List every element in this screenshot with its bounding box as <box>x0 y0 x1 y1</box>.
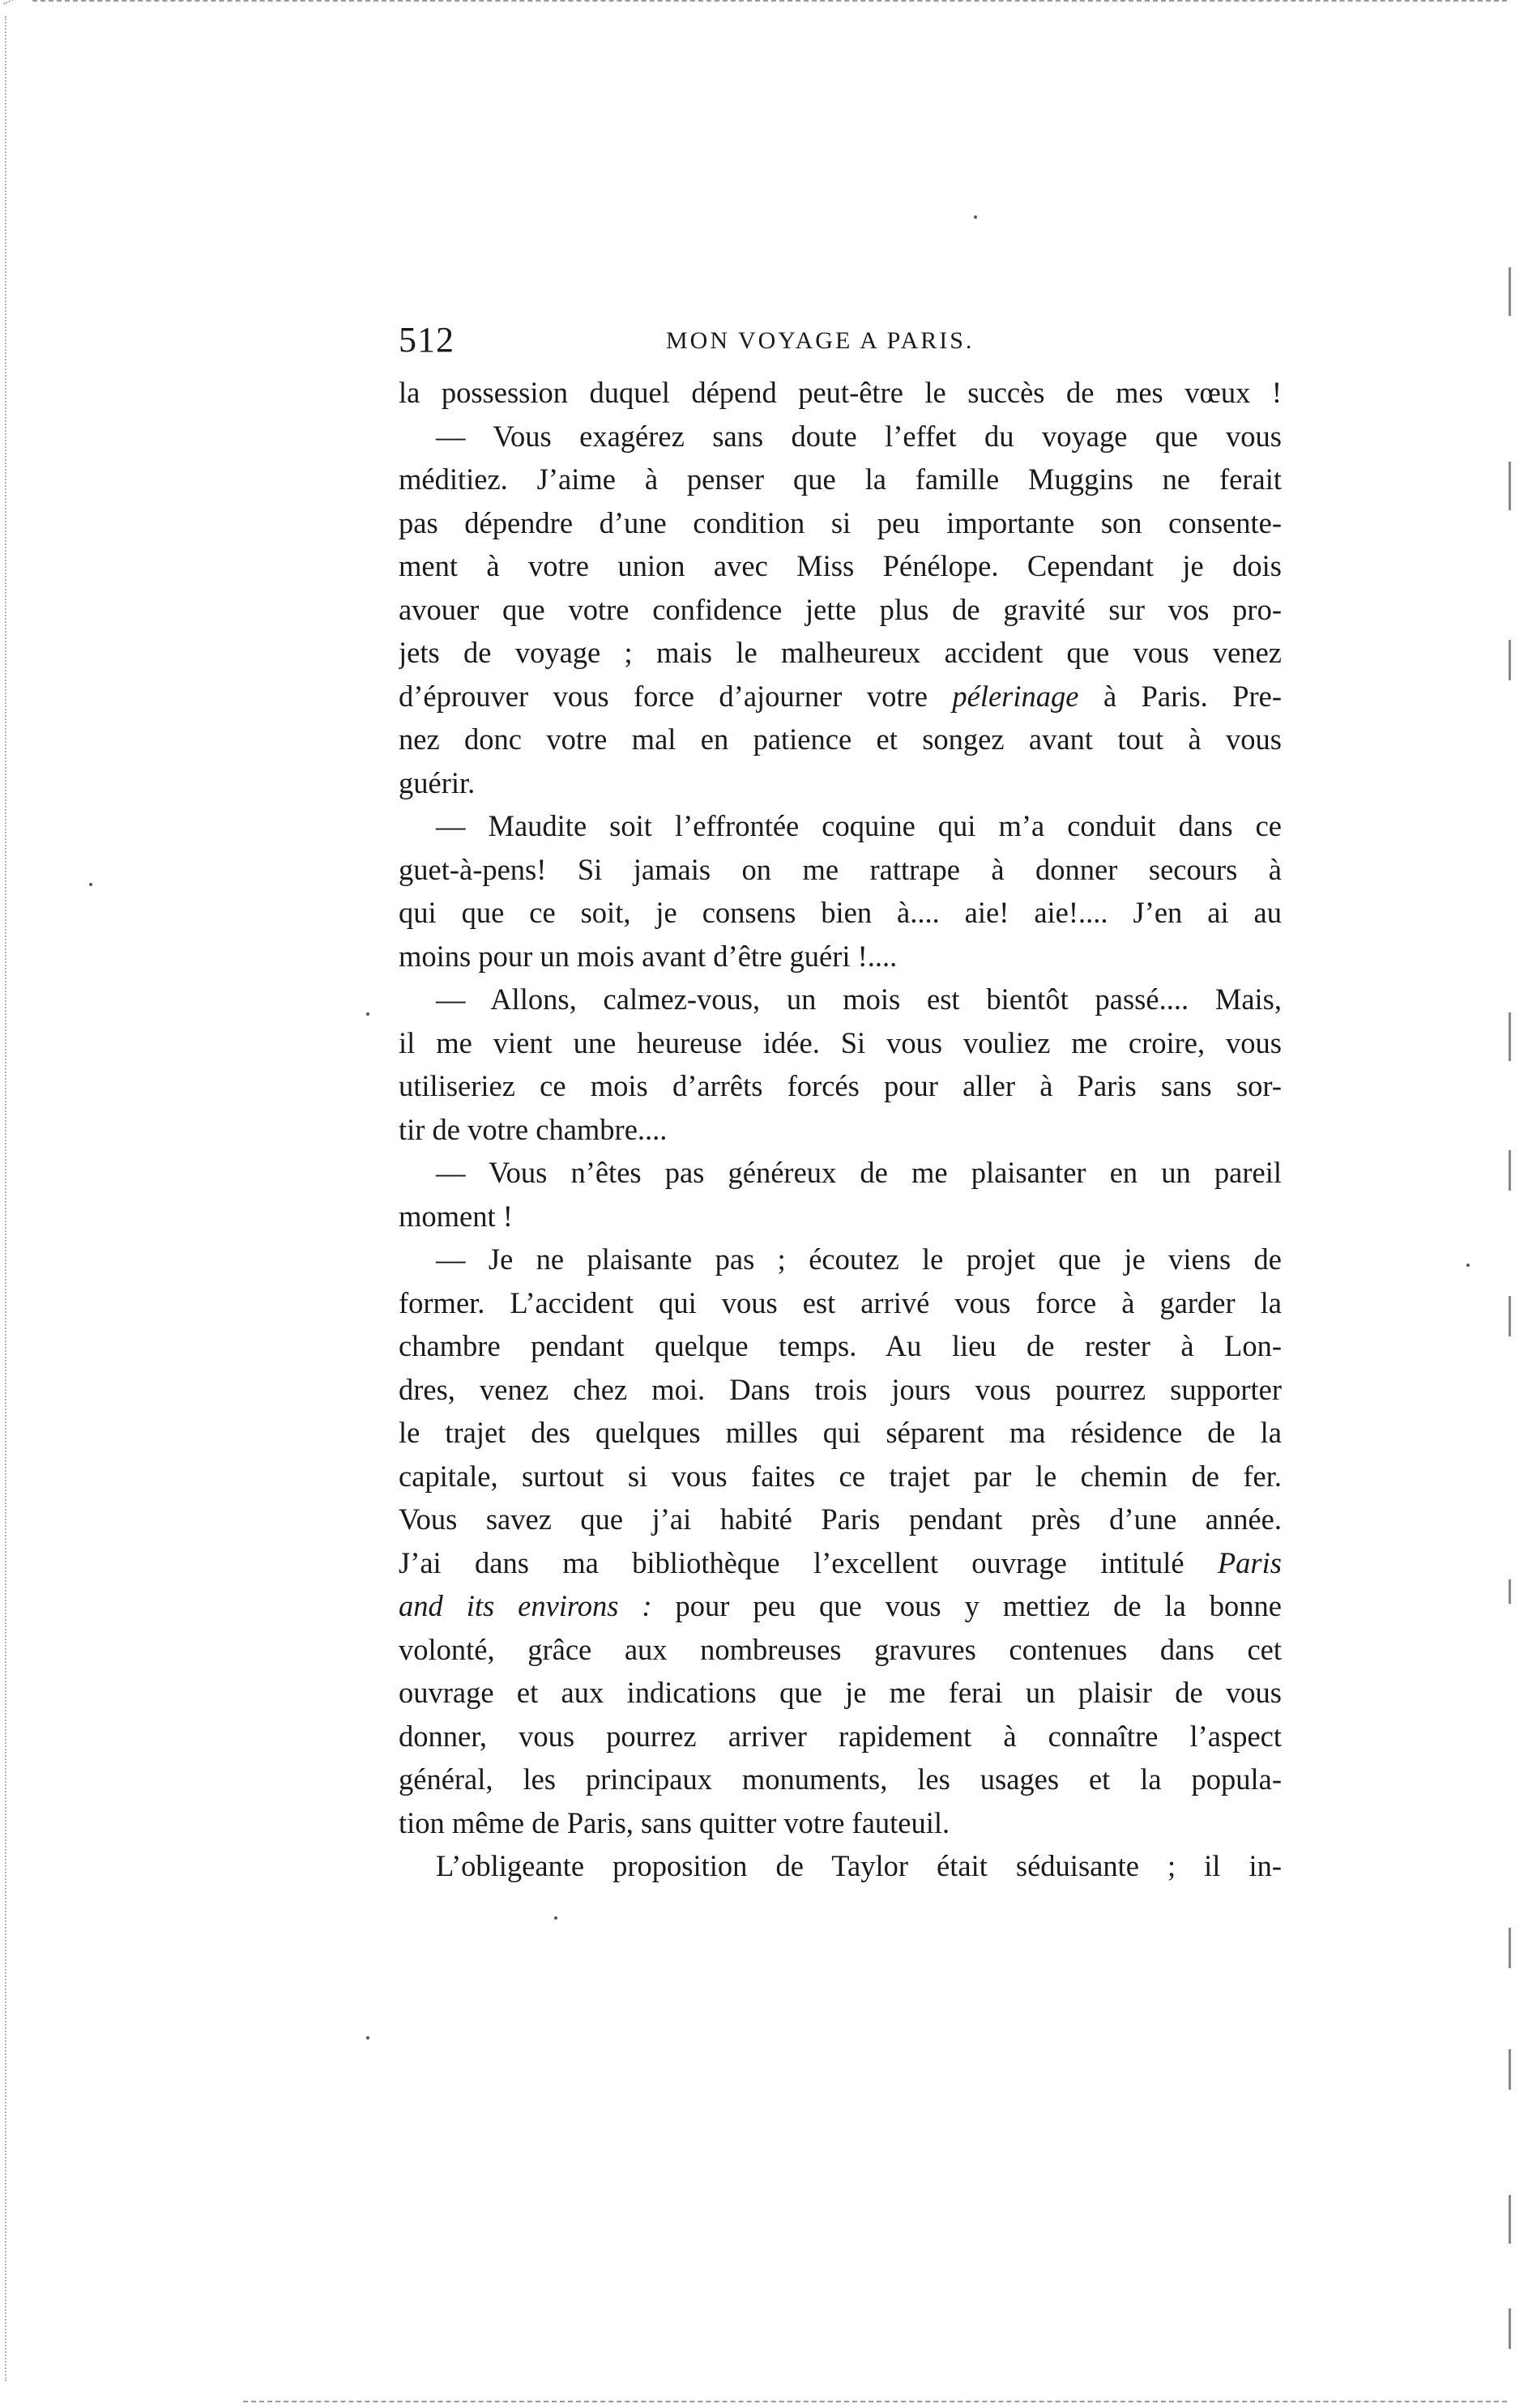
scan-margin-mark <box>1509 640 1511 680</box>
scan-speck <box>89 883 92 886</box>
running-title: MON VOYAGE A PARIS. <box>666 327 975 354</box>
text-line: ment à votre union avec Miss Pénélope. Cependant je dois <box>399 549 1282 582</box>
text-run: d’éprouver vous force d’ajourner votre <box>399 679 928 713</box>
scan-speck <box>366 2036 369 2039</box>
scan-speck <box>1466 1264 1470 1267</box>
text-line: la possession duquel dépend peut-être le succès de mes vœux ! <box>399 376 1282 409</box>
scan-speck <box>554 1916 557 1920</box>
text-line: guet-à-pens! Si jamais on me rattrape à donner secours à <box>399 852 1282 886</box>
text-line: qui que ce soit, je consens bien à.... aie! aie!.... J’en ai au <box>399 896 1282 929</box>
scan-margin-mark <box>1509 462 1511 510</box>
text-line: capitale, surtout si vous faites ce trajet par le chemin de fer. <box>399 1459 1282 1493</box>
scan-margin-mark <box>1509 2308 1511 2349</box>
text-line: — Allons, calmez-vous, un mois est bientôt passé.... Mais, <box>436 982 1282 1016</box>
text-line: — Je ne plaisante pas ; écoutez le projet que je viens de <box>436 1242 1282 1276</box>
scan-margin-mark <box>1509 1150 1511 1191</box>
text-line: jets de voyage ; mais le malheureux accident que vous venez <box>399 636 1282 669</box>
scan-margin-mark <box>1509 1579 1511 1604</box>
scan-bottom-edge <box>243 2401 1507 2405</box>
text-line: utiliseriez ce mois d’arrêts forcés pour aller à Paris sans sor- <box>399 1069 1282 1102</box>
text-line: tir de votre chambre.... <box>399 1112 668 1146</box>
scan-margin-mark <box>1509 1296 1511 1336</box>
scan-margin-mark <box>1509 267 1511 316</box>
text-line: il me vient une heureuse idée. Si vous vouliez me croire, vous <box>399 1025 1282 1059</box>
text-line: tion même de Paris, sans quitter votre fauteuil. <box>399 1805 950 1839</box>
text-line: chambre pendant quelque temps. Au lieu de rester à Lon- <box>399 1329 1282 1362</box>
text-line: nez donc votre mal en patience et songez avant tout à vous <box>399 722 1282 756</box>
text-line: général, les principaux monuments, les usages et la popula- <box>399 1762 1282 1796</box>
text-run: pour peu que vous y mettiez de la bonne <box>675 1589 1282 1622</box>
running-head <box>399 316 1290 364</box>
text-line <box>399 1541 1282 1585</box>
scan-margin-mark <box>1509 2195 1511 2244</box>
text-line: le trajet des quelques milles qui séparent ma résidence de la <box>399 1416 1282 1449</box>
text-run: à Paris. Pre- <box>1103 679 1282 713</box>
scan-speck <box>366 1012 369 1016</box>
text-line: — Maudite soit l’effrontée coquine qui m’a conduit dans ce <box>436 809 1282 842</box>
text-line: guérir. <box>399 765 476 799</box>
text-line: — Vous n’êtes pas généreux de me plaisanter en un pareil <box>436 1156 1282 1189</box>
text-line: donner, vous pourrez arriver rapidement à connaître l’aspect <box>399 1719 1282 1753</box>
text-line: dres, venez chez moi. Dans trois jours vous pourrez supporter <box>399 1372 1282 1406</box>
text-line: méditiez. J’aime à penser que la famille Muggins ne ferait <box>399 462 1282 496</box>
scan-margin-mark <box>1509 1012 1511 1061</box>
text-line: L’obligeante proposition de Taylor était séduisante ; il in- <box>436 1849 1282 1882</box>
text-line: former. L’accident qui vous est arrivé vous force à garder la <box>399 1285 1282 1319</box>
scan-margin-mark <box>1509 2049 1511 2090</box>
page-number: 512 <box>399 320 455 360</box>
text-run: J’ai dans ma bibliothèque l’excellent ouvrage intitulé <box>399 1545 1184 1579</box>
italic-run: Paris <box>1217 1545 1282 1579</box>
text-line <box>399 1584 1282 1628</box>
text-line: — Vous exagérez sans doute l’effet du voyage que vous <box>436 419 1282 453</box>
text-line: ouvrage et aux indications que je me ferai un plaisir de vous <box>399 1676 1282 1709</box>
text-line: moins pour un mois avant d’être guéri !.... <box>399 939 898 973</box>
scan-corner-mark <box>3 0 62 34</box>
text-line: Vous savez que j’ai habité Paris pendant près d’une année. <box>399 1502 1282 1536</box>
scan-margin-mark <box>1509 1928 1511 1968</box>
text-line: volonté, grâce aux nombreuses gravures contenues dans cet <box>399 1632 1282 1666</box>
body-text <box>399 371 1282 1888</box>
scan-top-edge <box>32 0 1507 5</box>
text-line: moment ! <box>399 1199 513 1233</box>
text-line <box>399 675 1282 718</box>
scan-speck <box>974 215 977 219</box>
italic-run: pélerinage <box>952 679 1079 713</box>
text-line: avouer que votre confidence jette plus de gravité sur vos pro- <box>399 592 1282 626</box>
scan-left-edge <box>5 16 8 2381</box>
text-line: pas dépendre d’une condition si peu importante son consente- <box>399 505 1282 539</box>
italic-run: and its environs : <box>399 1589 652 1622</box>
